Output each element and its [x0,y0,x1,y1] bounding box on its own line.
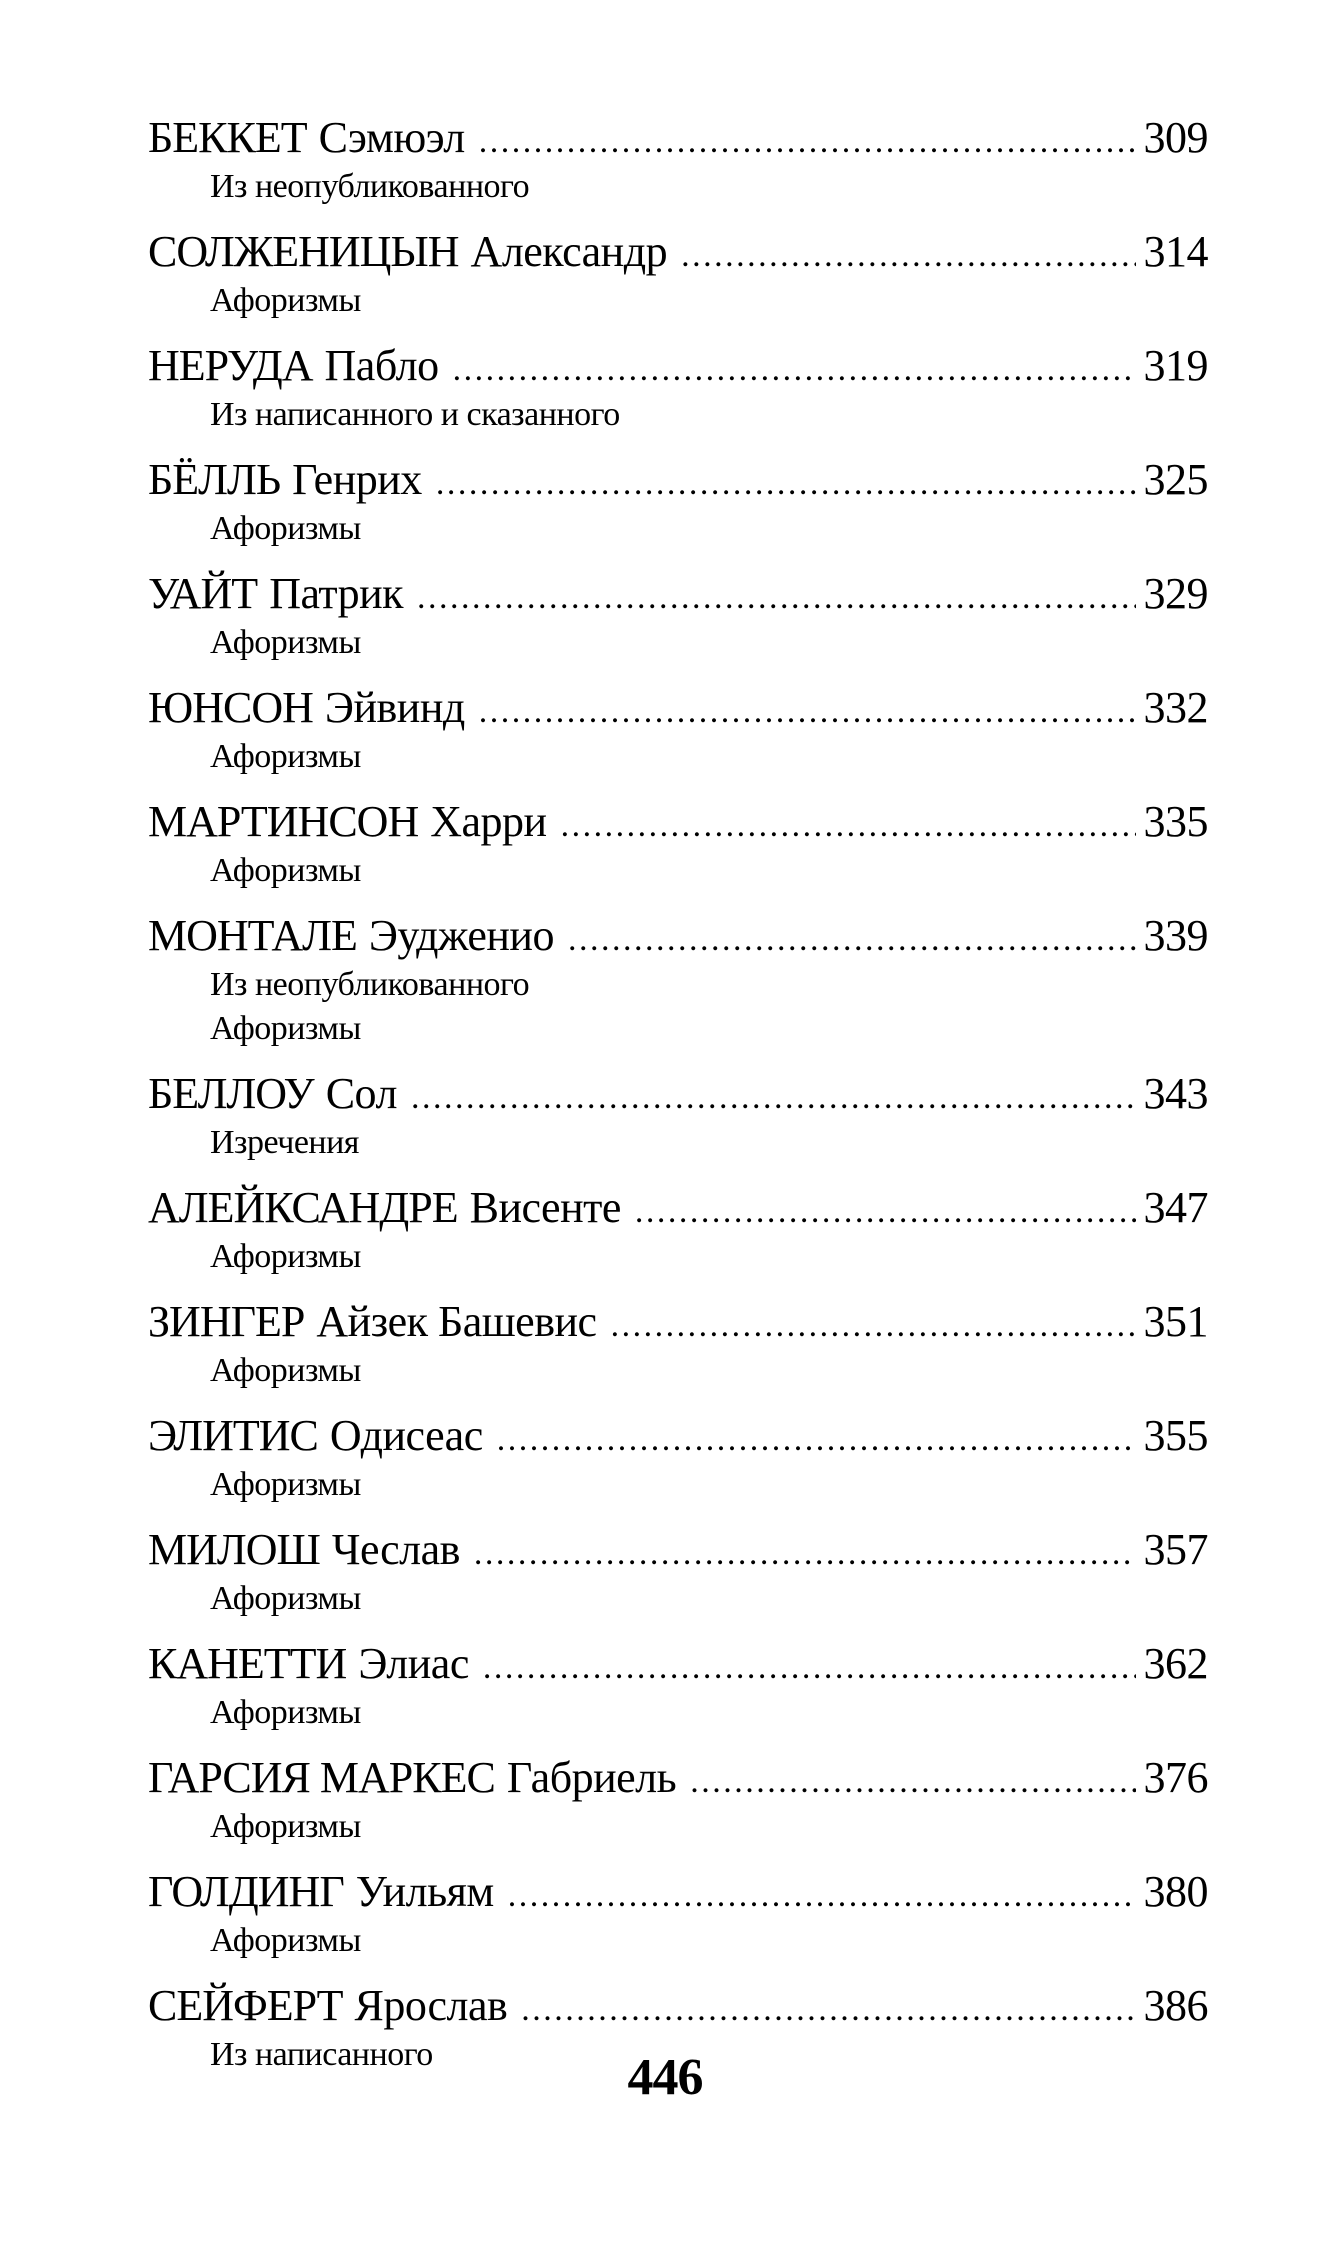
author-line [148,1408,1208,1463]
author-given-name: Элиас [358,1639,469,1688]
page-number: 335 [1143,797,1208,846]
author-given-name: Габриель [506,1753,677,1802]
author-line [148,680,1208,735]
toc-entry [148,110,1208,209]
page-number: 380 [1143,1867,1208,1916]
author-surname: ЗИНГЕР [148,1297,305,1346]
page-number: 362 [1143,1639,1208,1688]
author-given-name: Сол [325,1069,397,1118]
work-title: Афоризмы [210,1238,361,1275]
author-given-name: Эудженио [368,911,554,960]
author-given-name: Александр [470,227,668,276]
work-title: Изречения [210,1124,359,1161]
toc-entry [148,566,1208,665]
page-number: 314 [1143,227,1208,276]
work-title: Афоризмы [210,624,361,661]
author-given-name: Патрик [269,569,404,618]
dot-leader [497,1412,1136,1467]
author-surname: БЕККЕТ [148,113,307,162]
page-number: 355 [1143,1411,1208,1460]
dot-leader [561,798,1136,853]
dot-leader [479,684,1136,739]
page-number: 319 [1143,341,1208,390]
dot-leader [611,1298,1136,1353]
toc-entry [148,1636,1208,1735]
page-number: 357 [1143,1525,1208,1574]
toc-entry [148,1294,1208,1393]
dot-leader [483,1640,1136,1695]
author-surname: БЕЛЛОУ [148,1069,314,1118]
footer-page-number: 446 [627,2049,703,2106]
page-number: 351 [1143,1297,1208,1346]
page-number: 386 [1143,1981,1208,2030]
dot-leader [417,570,1135,625]
author-given-name: Эйвинд [324,683,465,732]
work-title: Афоризмы [210,1694,361,1731]
dot-leader [436,456,1136,511]
author-given-name: Пабло [324,341,439,390]
dot-leader [479,114,1136,169]
work-title: Афоризмы [210,852,361,889]
dot-leader [474,1526,1136,1581]
author-line [148,1978,1208,2033]
work-title: Афоризмы [210,738,361,775]
work-title: Из написанного и сказанного [210,396,620,433]
author-surname: АЛЕЙКСАНДРЕ [148,1183,458,1232]
toc-entry [148,1750,1208,1849]
dot-leader [508,1868,1136,1923]
dot-leader [635,1184,1136,1239]
author-line [148,1294,1208,1349]
work-title: Афоризмы [210,1352,361,1389]
author-surname: СОЛЖЕНИЦЫН [148,227,459,276]
work-title: Афоризмы [210,1922,361,1959]
dot-leader [453,342,1136,397]
dot-leader [411,1070,1136,1125]
author-surname: МОНТАЛЕ [148,911,357,960]
toc-entry [148,1066,1208,1165]
work-title: Из неопубликованного [210,168,530,205]
author-line [148,1864,1208,1919]
work-title: Из написанного [210,2036,433,2073]
page-number: 329 [1143,569,1208,618]
author-given-name: Ярослав [354,1981,508,2030]
toc-entry [148,794,1208,893]
author-surname: УАЙТ [148,569,258,618]
author-line [148,224,1208,279]
page-number: 343 [1143,1069,1208,1118]
author-line [148,338,1208,393]
work-title: Афоризмы [210,1808,361,1845]
author-given-name: Айзек Башевис [316,1297,597,1346]
page-number: 347 [1143,1183,1208,1232]
author-surname: ЭЛИТИС [148,1411,318,1460]
author-line [148,794,1208,849]
author-line [148,452,1208,507]
dot-leader [690,1754,1135,1809]
page-number: 325 [1143,455,1208,504]
work-title: Афоризмы [210,1466,361,1503]
author-surname: ЮНСОН [148,683,313,732]
work-title: Афоризмы [210,1580,361,1617]
author-line [148,1522,1208,1577]
work-title: Афоризмы [210,1010,361,1047]
author-given-name: Чеслав [331,1525,460,1574]
toc-entry [148,908,1208,1051]
toc-entry [148,338,1208,437]
author-surname: СЕЙФЕРТ [148,1981,343,2030]
author-line [148,1750,1208,1805]
author-given-name: Харри [430,797,547,846]
toc-entry [148,224,1208,323]
author-line [148,1180,1208,1235]
table-of-contents [148,110,1208,2077]
dot-leader [521,1982,1135,2037]
author-surname: КАНЕТТИ [148,1639,347,1688]
author-given-name: Генрих [292,455,422,504]
toc-entry [148,452,1208,551]
dot-leader [568,912,1136,967]
work-title: Афоризмы [210,282,361,319]
author-line [148,908,1208,963]
page-number: 332 [1143,683,1208,732]
author-surname: ГОЛДИНГ [148,1867,344,1916]
author-line [148,1636,1208,1691]
work-title: Афоризмы [210,510,361,547]
author-surname: ГАРСИЯ МАРКЕС [148,1753,495,1802]
toc-entry [148,680,1208,779]
toc-entry [148,1408,1208,1507]
page-number: 339 [1143,911,1208,960]
author-surname: МАРТИНСОН [148,797,419,846]
author-surname: НЕРУДА [148,341,313,390]
toc-entry [148,1180,1208,1279]
work-title: Из неопубликованного [210,966,530,1003]
toc-entry [148,1864,1208,1963]
dot-leader [681,228,1135,283]
author-surname: БЁЛЛЬ [148,455,281,504]
author-given-name: Висенте [469,1183,621,1232]
page-number: 309 [1143,113,1208,162]
author-line [148,1066,1208,1121]
author-given-name: Уильям [355,1867,494,1916]
author-line [148,110,1208,165]
toc-entry [148,1522,1208,1621]
page-number: 376 [1143,1753,1208,1802]
author-line [148,566,1208,621]
author-given-name: Сэмюэл [318,113,465,162]
author-surname: МИЛОШ [148,1525,320,1574]
author-given-name: Одисеас [329,1411,483,1460]
